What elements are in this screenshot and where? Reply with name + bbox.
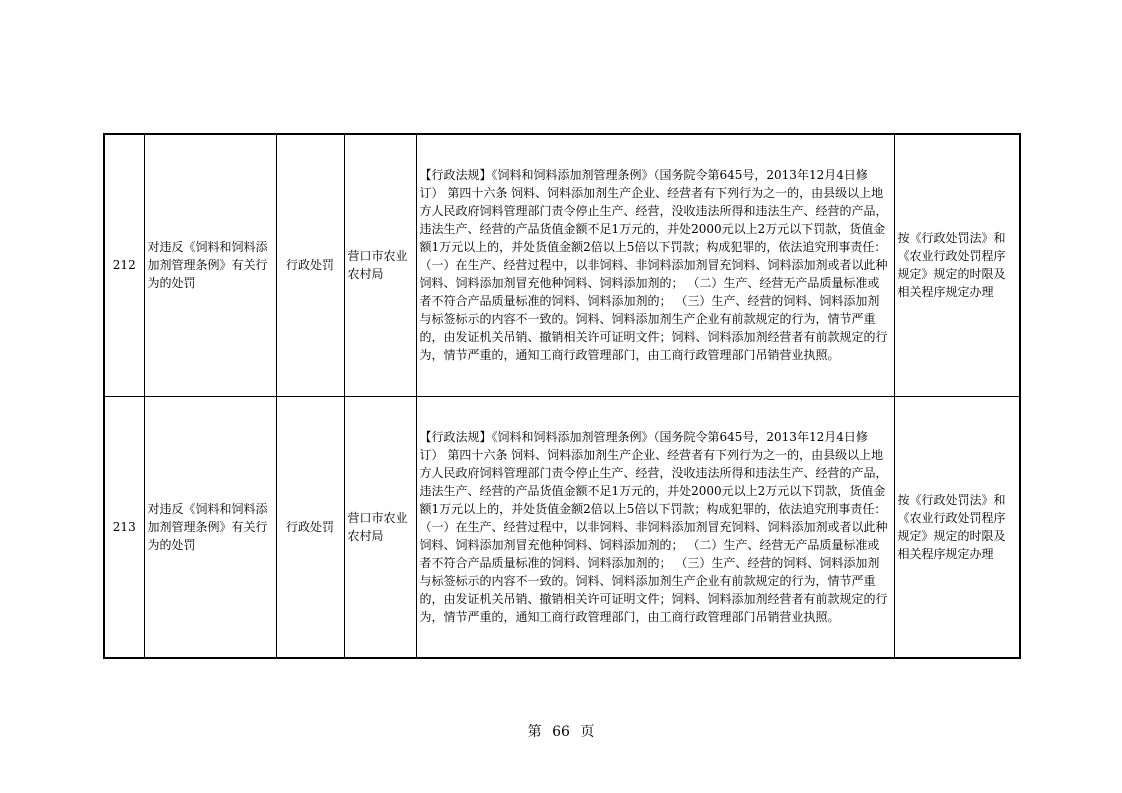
item-name: 对违反《饲料和饲料添加剂管理条例》有关行为的处罚 — [144, 396, 276, 658]
page-number: 66 — [552, 724, 570, 740]
row-number: 212 — [104, 134, 144, 396]
implementing-department: 营口市农业农村局 — [344, 134, 416, 396]
page-footer — [0, 722, 1122, 742]
penalty-items-table — [103, 133, 1021, 659]
table-row — [104, 134, 1020, 396]
procedure-note: 按《行政处罚法》和《农业行政处罚程序规定》规定的时限及相关程序规定办理 — [894, 134, 1020, 396]
item-category: 行政处罚 — [276, 134, 344, 396]
implementing-department: 营口市农业农村局 — [344, 396, 416, 658]
procedure-note: 按《行政处罚法》和《农业行政处罚程序规定》规定的时限及相关程序规定办理 — [894, 396, 1020, 658]
item-category: 行政处罚 — [276, 396, 344, 658]
page-prefix: 第 — [527, 724, 542, 740]
legal-basis: 【行政法规】《饲料和饲料添加剂管理条例》（国务院令第645号，2013年12月4日修订） 第四十六条 饲料、饲料添加剂生产企业、经营者有下列行为之一的，由县级以上地方人民政府饲料管理部门责令停止生产、经营，没收违法所得和违法生产、经营的产品，违法生产、经营的产品货值金额不足1万元的，并处2000元以上2万元以下罚款，货值金额1万元以上的，并处货值金额2倍以上5倍以下罚款；构成犯罪的，依法追究刑事责任：（一）在生产、经营过程中，以非饲料、非饲料添加剂冒充饲料、饲料添加剂或者以此种饲料、饲料添加剂冒充他种饲料、饲料添加剂的； （二）生产、经营无产品质量标准或者不符合产品质量标准的饲料、饲料添加剂的； （三）生产、经营的饲料、饲料添加剂与标签标示的内容不一致的。饲料、饲料添加剂生产企业有前款规定的行为，情节严重的，由发证机关吊销、撤销相关许可证明文件；饲料、饲料添加剂经营者有前款规定的行为，情节严重的，通知工商行政管理部门，由工商行政管理部门吊销营业执照。 — [416, 396, 894, 658]
item-name: 对违反《饲料和饲料添加剂管理条例》有关行为的处罚 — [144, 134, 276, 396]
legal-basis: 【行政法规】《饲料和饲料添加剂管理条例》（国务院令第645号，2013年12月4日修订） 第四十六条 饲料、饲料添加剂生产企业、经营者有下列行为之一的，由县级以上地方人民政府饲料管理部门责令停止生产、经营，没收违法所得和违法生产、经营的产品，违法生产、经营的产品货值金额不足1万元的，并处2000元以上2万元以下罚款，货值金额1万元以上的，并处货值金额2倍以上5倍以下罚款；构成犯罪的，依法追究刑事责任：（一）在生产、经营过程中，以非饲料、非饲料添加剂冒充饲料、饲料添加剂或者以此种饲料、饲料添加剂冒充他种饲料、饲料添加剂的； （二）生产、经营无产品质量标准或者不符合产品质量标准的饲料、饲料添加剂的； （三）生产、经营的饲料、饲料添加剂与标签标示的内容不一致的。饲料、饲料添加剂生产企业有前款规定的行为，情节严重的，由发证机关吊销、撤销相关许可证明文件；饲料、饲料添加剂经营者有前款规定的行为，情节严重的，通知工商行政管理部门，由工商行政管理部门吊销营业执照。 — [416, 134, 894, 396]
row-number: 213 — [104, 396, 144, 658]
table-row — [104, 396, 1020, 658]
page-suffix: 页 — [580, 724, 595, 740]
